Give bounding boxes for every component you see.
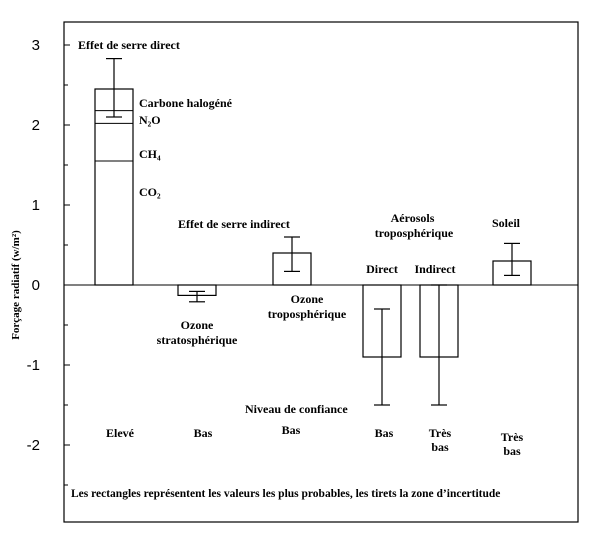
group-label-aerosols-line2: troposphérique [374,226,454,240]
confidence-label [429,426,452,454]
footnote: Les rectangles représentent les valeurs les plus probables, les tirets la zone d’incertitude [71,488,501,500]
stack-label: CH₄ [139,147,161,161]
y-axis-label: Forçage radiatif (w/m²) [10,230,22,340]
group-label-aerosols [375,211,454,240]
group-label-indirect: Effet de serre indirect [178,217,290,231]
confidence-label: Bas [193,426,213,440]
confidence-label: Bas [374,426,394,440]
y-tick-label: 1 [31,197,40,214]
confidence-title: Niveau de confiance [245,402,348,416]
y-tick-label: 0 [31,277,40,294]
stack-label: CO₂ [139,185,161,199]
y-tick-label: 3 [31,37,40,54]
confidence-label-line: Très [428,426,452,440]
y-tick-label: -1 [26,357,40,374]
group-label-direct: Effet de serre direct [78,38,180,52]
y-tick-label: -2 [26,437,40,454]
category-label: Soleil [491,216,521,230]
confidence-label-line: bas [503,444,521,458]
category-label-line: Ozone [290,292,324,306]
category-label: Indirect [414,262,456,276]
group-label-aerosols-line1: Aérosols [390,211,435,225]
confidence-label-line: Très [500,430,524,444]
stack-label: N₂O [139,113,161,127]
confidence-label: Bas [281,423,301,437]
confidence-labels [106,423,524,458]
category-label-line: stratosphérique [156,333,238,347]
category-label: Direct [366,262,398,276]
bar-series [95,59,531,405]
confidence-label [501,430,524,458]
bar [95,89,133,285]
category-label-line: troposphérique [267,307,347,321]
stack-label: Carbone halogéné [139,96,232,110]
confidence-label-line: bas [431,440,449,454]
confidence-label: Elevé [106,426,134,440]
category-label-line: Ozone [180,318,214,332]
category-label [157,318,238,347]
y-tick-label: 2 [31,117,40,134]
category-label [268,292,347,321]
